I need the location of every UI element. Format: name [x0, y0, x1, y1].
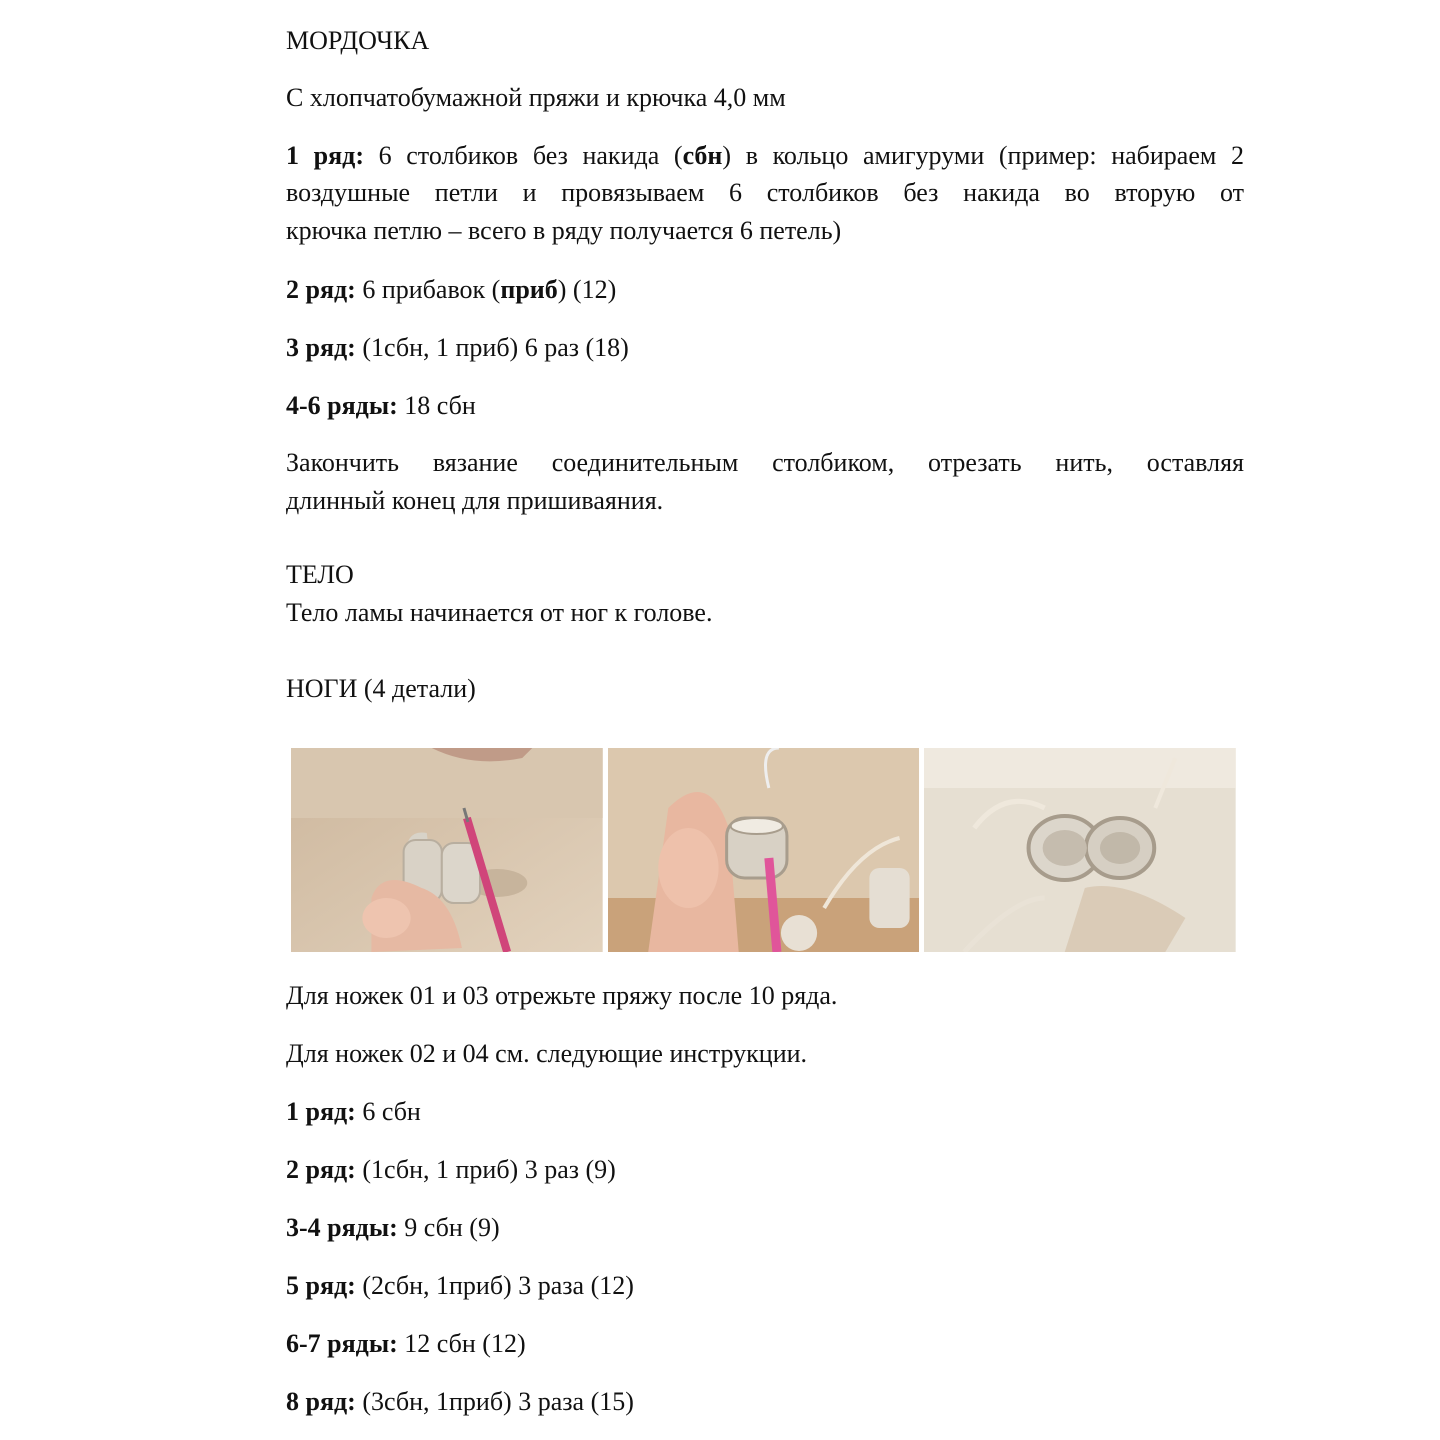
legs-row-8 — [286, 1383, 1244, 1421]
muzzle-finish-line-1: Закончить вязание соединительным столбиком, отрезать нить, оставляя — [286, 448, 1244, 477]
row-text: ) (12) — [557, 275, 617, 304]
row-text: 18 сбн — [397, 391, 476, 420]
muzzle-heading: МОРДОЧКА — [286, 26, 430, 55]
row-label: 8 ряд: — [286, 1387, 356, 1416]
row-label: 3-4 ряды: — [286, 1213, 398, 1242]
row-label: 5 ряд: — [286, 1271, 356, 1300]
row-label: 6-7 ряды: — [286, 1329, 398, 1358]
row-text: (1сбн, 1 приб) 6 раз (18) — [355, 333, 629, 362]
legs-photo-strip — [291, 748, 1236, 952]
body-heading: ТЕЛО — [286, 560, 354, 589]
row-text: 6 сбн — [355, 1097, 421, 1126]
abbreviation: приб — [500, 275, 558, 304]
body-note: Тело ламы начинается от ног к голове. — [286, 598, 713, 627]
legs-row-2 — [286, 1151, 1244, 1189]
muzzle-row-1 — [286, 137, 1244, 175]
abbreviation: сбн — [682, 141, 723, 170]
legs-row-1 — [286, 1093, 1244, 1131]
muzzle-yarn-note: С хлопчатобумажной пряжи и крючка 4,0 мм — [286, 83, 786, 112]
legs-heading: НОГИ (4 детали) — [286, 674, 476, 703]
legs-row-6-7 — [286, 1325, 1244, 1363]
legs-row-3-4 — [286, 1209, 1244, 1247]
row-text: (2сбн, 1приб) 3 раза (12) — [355, 1271, 634, 1300]
photo-crochet-legs-joined — [924, 748, 1236, 952]
row-text: 6 прибавок ( — [355, 275, 501, 304]
legs-note-2: Для ножек 02 и 04 см. следующие инструкции. — [286, 1039, 808, 1068]
row-text: 6 столбиков без накида ( — [363, 141, 683, 170]
photo-crochet-leg-1 — [291, 748, 603, 952]
photo-crochet-leg-2 — [608, 748, 920, 952]
row-text: (3сбн, 1приб) 3 раза (15) — [355, 1387, 634, 1416]
row-label: 2 ряд: — [286, 275, 356, 304]
muzzle-row-2 — [286, 271, 1244, 309]
muzzle-row-3 — [286, 329, 1244, 367]
row-label: 4-6 ряды: — [286, 391, 398, 420]
row-label: 3 ряд: — [286, 333, 356, 362]
legs-note-1: Для ножек 01 и 03 отрежьте пряжу после 10 ряда. — [286, 981, 838, 1010]
row-label: 2 ряд: — [286, 1155, 356, 1184]
muzzle-finish-line-2: длинный конец для пришиваяния. — [286, 486, 664, 515]
row-label: 1 ряд: — [286, 141, 364, 170]
muzzle-row-1-line-2: воздушные петли и провязываем 6 столбиков без накида во вторую от — [286, 178, 1244, 207]
row-text: ) в кольцо амигуруми (пример: набираем 2 — [722, 141, 1244, 170]
row-text: 9 сбн (9) — [397, 1213, 500, 1242]
row-text: 12 сбн (12) — [397, 1329, 526, 1358]
row-label: 1 ряд: — [286, 1097, 356, 1126]
legs-row-5 — [286, 1267, 1244, 1305]
muzzle-row-4-6 — [286, 387, 1244, 425]
muzzle-row-1-line-3: крючка петлю – всего в ряду получается 6 петель) — [286, 216, 842, 245]
row-text: (1сбн, 1 приб) 3 раз (9) — [355, 1155, 616, 1184]
